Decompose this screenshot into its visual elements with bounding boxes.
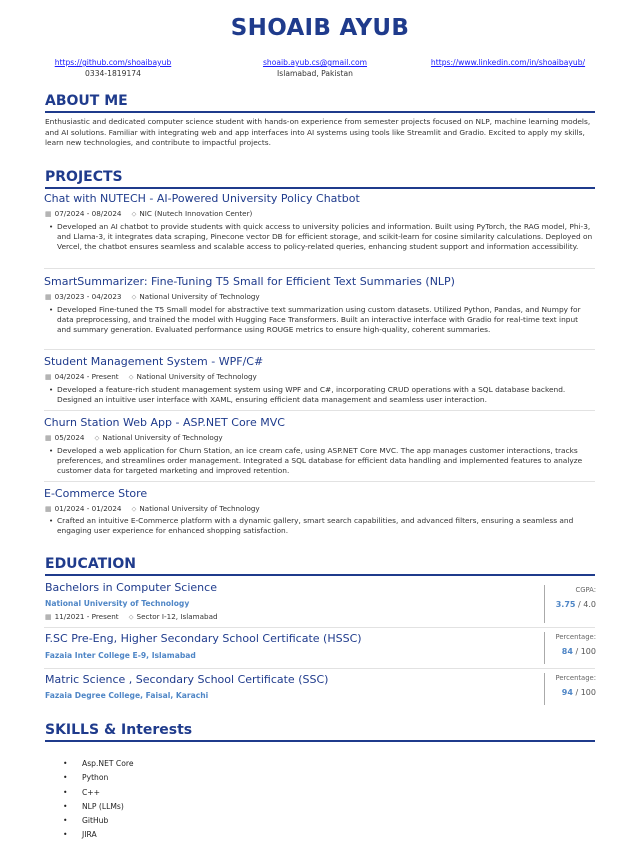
- score: 94: [561, 688, 573, 697]
- map-pin-icon: ⬦: [94, 434, 100, 442]
- skill-item: • JIRA: [60, 828, 134, 842]
- project-description: • Developed an AI chatbot to provide students with quick access to university policies and information. Built using PyTorch, the RAG model, Phi-3, and Llama-3, it integrates data scraping, Pinecone vector DB for efficient storage, and scikit-learn for cosine similarity calculations. Deployed on Vercel, the chatbot ensures seamless and scalable access to policy-related queries, enhancing student support and information accessibility.: [48, 222, 593, 252]
- project-date: 04/2024 - Present: [54, 372, 119, 381]
- project-description: • Crafted an intuitive E-Commerce platform with a dynamic gallery, smart search capabilities, and advanced filters, ensuring a seamless and engaging user experience for enhanced shopping satisfaction.: [45, 516, 593, 536]
- skill-label: Asp.NET Core: [82, 759, 134, 768]
- project-date: 07/2024 - 08/2024: [54, 209, 122, 218]
- map-pin-icon: ⬦: [131, 293, 137, 301]
- skill-label: GitHub: [82, 816, 109, 826]
- map-pin-icon: ⬦: [128, 373, 134, 381]
- divider: [44, 627, 595, 628]
- score-box: [544, 673, 596, 705]
- project-title: Chat with NUTECH - AI-Powered University Policy Chatbot: [44, 192, 360, 205]
- education-school: Fazaia Inter College E-9, Islamabad: [45, 651, 196, 660]
- education-place: Sector I-12, Islamabad: [136, 612, 218, 621]
- contact-right: [418, 57, 598, 68]
- score: 84: [561, 647, 573, 656]
- skill-item: • C++: [60, 786, 134, 800]
- linkedin-link[interactable]: https://www.linkedin.com/in/shoaibayub/: [430, 58, 586, 67]
- score-box: [544, 585, 596, 623]
- project-meta: [45, 209, 252, 219]
- project-desc-text: Developed a feature-rich student management system using WPF and C#, incorporating CRUD operations with a SQL database backend. Designed an intuitive user interface with XAML, ensuring efficient data management and seamless user interaction.: [57, 385, 566, 405]
- skill-item: • GitHub: [60, 814, 134, 828]
- skill-item: • Python: [60, 771, 134, 785]
- phone-number: 0334-1819174: [85, 69, 141, 78]
- project-date: 01/2024 - 01/2024: [54, 504, 122, 513]
- calendar-icon: ▦: [45, 434, 52, 442]
- score-max: 100: [580, 688, 596, 697]
- education-degree: Matric Science , Secondary School Certificate (SSC): [45, 673, 329, 686]
- divider: [44, 268, 595, 269]
- skill-label: JIRA: [82, 830, 97, 840]
- about-text: Enthusiastic and dedicated computer science student with hands-on experience from semester projects focused on NLP, machine learning models, and AI solutions. Familiar with integrating web and app interfaces into AI systems using tools like Streamlit and Gradio. Excited to apply my skills, learn new technologies, and contribute to impactful projects.: [45, 117, 591, 147]
- divider: [44, 668, 595, 669]
- contact-left: [38, 57, 188, 79]
- divider: [44, 410, 595, 411]
- score-label: CGPA:: [575, 586, 596, 594]
- project-description: • Developed a web application for Churn Station, an ice cream cafe, using ASP.NET Core MVC. The app manages customer interactions, tracks preferences, and streamlines order management. Integrated a SQL database for efficient data handling and implemented features to analyze customer data for targeted marketing and improved retention.: [45, 446, 593, 477]
- education-meta: [45, 612, 218, 622]
- project-title: Churn Station Web App - ASP.NET Core MVC: [44, 416, 285, 429]
- resume-name: SHOAIB AYUB: [230, 15, 410, 41]
- skill-label: NLP (LLMs): [82, 801, 124, 811]
- project-org: NIC (Nutech Innovation Center): [139, 209, 253, 218]
- skill-label: C++: [82, 787, 101, 797]
- location-text: Islamabad, Pakistan: [277, 69, 353, 78]
- calendar-icon: ▦: [45, 505, 52, 513]
- project-date: 03/2023 - 04/2023: [54, 292, 122, 301]
- skills-heading: SKILLS & Interests: [45, 721, 595, 742]
- email-link[interactable]: shoaib.ayub.cs@gmail.com: [262, 58, 368, 67]
- calendar-icon: ▦: [45, 293, 52, 301]
- project-org: National University of Technology: [136, 372, 257, 381]
- calendar-icon: ▦: [45, 373, 52, 381]
- education-heading: EDUCATION: [45, 555, 595, 576]
- divider: [44, 481, 595, 482]
- education-date: 11/2021 - Present: [54, 612, 119, 621]
- score-label: Percentage:: [555, 674, 596, 682]
- map-pin-icon: ⬦: [131, 210, 137, 218]
- project-meta: [45, 372, 257, 382]
- project-description: • Developed a feature-rich student management system using WPF and C#, incorporating CRUD operations with a SQL database backend. Designed an intuitive user interface with XAML, ensuring efficient data management and seamless user interaction.: [45, 385, 593, 405]
- skills-list: [60, 757, 134, 843]
- project-org: National University of Technology: [102, 433, 223, 442]
- project-meta: [45, 504, 260, 514]
- contact-center: [230, 57, 400, 79]
- project-title: Student Management System - WPF/C#: [44, 355, 264, 368]
- education-school: Fazaia Degree College, Faisal, Karachi: [45, 691, 209, 700]
- project-org: National University of Technology: [139, 504, 260, 513]
- project-org: National University of Technology: [139, 292, 260, 301]
- score-max: 4.0: [583, 600, 596, 609]
- projects-heading: PROJECTS: [45, 168, 595, 189]
- calendar-icon: ▦: [45, 210, 52, 218]
- project-meta: [45, 433, 223, 443]
- about-heading: ABOUT ME: [45, 92, 595, 113]
- skill-label: Python: [82, 773, 109, 783]
- project-desc-text: Developed a web application for Churn Station, an ice cream cafe, using ASP.NET Core MVC. The app manages customer interactions, tracks preferences, and streamlines order management. Integrated a SQL database for efficient data handling and implemented features to analyze customer data for targeted marketing and improved retention.: [57, 446, 583, 476]
- score-max: 100: [580, 647, 596, 656]
- project-title: SmartSummarizer: Fine-Tuning T5 Small for Efficient Text Summaries (NLP): [44, 275, 455, 288]
- score-value: 3.75 / 4.0: [555, 600, 596, 609]
- map-pin-icon: ⬦: [128, 613, 134, 621]
- project-title: E-Commerce Store: [44, 487, 148, 500]
- project-date: 05/2024: [54, 433, 85, 442]
- education-degree: F.SC Pre-Eng, Higher Secondary School Certificate (HSSC): [45, 632, 362, 645]
- score-value: 84 / 100: [561, 647, 596, 656]
- calendar-icon: ▦: [45, 613, 52, 621]
- education-degree: Bachelors in Computer Science: [45, 581, 217, 594]
- project-description: • Developed Fine-tuned the T5 Small model for abstractive text summarization using custom datasets. Utilized Python, Pandas, and Numpy for data preprocessing, and trained the model with Hugging Face Transformers. Built an interactive interface with Gradio for real-time text input and summary generation. Evaluated performance using ROUGE metrics to ensure high-quality, coherent summaries.: [45, 305, 593, 336]
- github-link[interactable]: https://github.com/shoaibayub: [54, 58, 172, 67]
- score-box: [544, 632, 596, 664]
- education-school: National University of Technology: [45, 599, 190, 608]
- skill-item: • NLP (LLMs): [60, 800, 134, 814]
- project-desc-text: Developed Fine-tuned the T5 Small model for abstractive text summarization using custom datasets. Utilized Python, Pandas, and Numpy for data preprocessing, and trained the model with Hugging Face Transformers. Built an interactive interface with Gradio for real-time text input and summary generation. Evaluated performance using ROUGE metrics to ensure high-quality, coherent summaries.: [57, 305, 581, 335]
- project-meta: [45, 292, 260, 302]
- project-desc-text: Developed an AI chatbot to provide students with quick access to university policies and information. Built using PyTorch, the RAG model, Phi-3, and Llama-3, it integrates data scraping, Pinecone vector DB for efficient storage, and scikit-learn for cosine similarity calculations. Deployed on Vercel, the chatbot ensures seamless and scalable access to policy-related queries, enhancing student support and information accessibility.: [57, 222, 593, 252]
- score-value: 94 / 100: [561, 688, 596, 697]
- project-desc-text: Crafted an intuitive E-Commerce platform with a dynamic gallery, smart search capabilities, and advanced filters, ensuring a seamless and engaging user experience for enhanced shopping satisfaction.: [57, 516, 574, 536]
- divider: [44, 349, 595, 350]
- score-label: Percentage:: [555, 633, 596, 641]
- score: 3.75: [555, 600, 576, 609]
- map-pin-icon: ⬦: [131, 505, 137, 513]
- skill-item: • Asp.NET Core: [60, 757, 134, 771]
